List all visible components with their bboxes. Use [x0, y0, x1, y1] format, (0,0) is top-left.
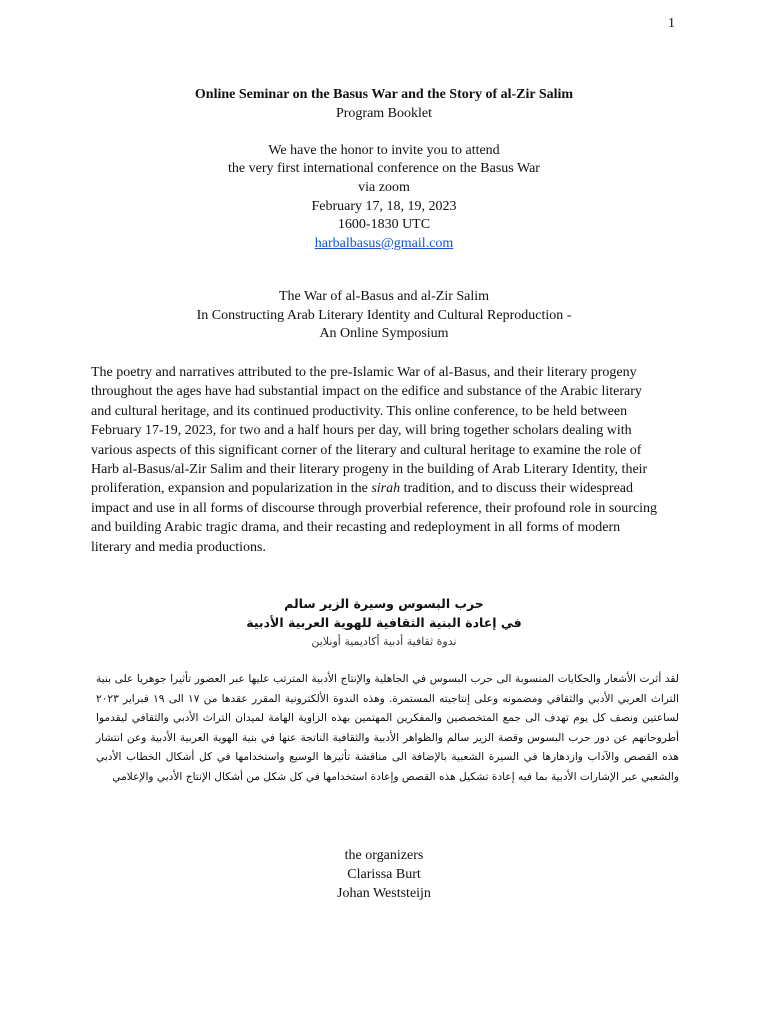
arabic-title-1: حرب البسوس وسيرة الزير سالم [284, 596, 484, 611]
symposium-line-2: In Constructing Arab Literary Identity and Cultural Reproduction - [196, 307, 572, 323]
arabic-title-2: في إعادة البنية الثقافية للهوية العربية الأدبية [246, 615, 522, 630]
contact-email-link[interactable]: harbalbasus@gmail.com [314, 235, 454, 251]
english-description-part-1: The poetry and narratives attributed to the pre-Islamic War of al-Basus, and their literary progeny throughout the ages have had substantial impact on the edifice and substance of the Arabic literary and cultural heritage, and its continued productivity. This online conference, to be held between February 17-19, 2023, for two and a half hours per day, will bring together scholars dealing with various aspects of this significant corner of the literary and cultural heritage to examine the role of Harb al-Basus/al-Zir Salim and their literary progeny in the building of Arab Literary Identity, their proliferation, expansion and popularization in the [91, 365, 648, 497]
invitation-line-1: We have the honor to invite you to attend [268, 142, 500, 158]
organizer-name-2: Johan Weststeijn [337, 886, 431, 901]
header-block [0, 86, 768, 253]
invitation-line-3: via zoom [358, 179, 410, 195]
document-subtitle: Program Booklet [335, 105, 433, 121]
organizers-block [0, 846, 768, 903]
document-title: Online Seminar on the Basus War and the Story of al-Zir Salim [194, 87, 574, 102]
event-dates: February 17, 18, 19, 2023 [311, 198, 457, 214]
arabic-description: لقد أثرت الأشعار والحكايات المنسوبة الى حرب البسوس في الجاهلية والإنتاج الأدبية المترتب عليها عبر العصور تأثيرا جوهريا على بنية التراث العربي الأدبي والثقافي ومضمونه وعلى إنتاجيته المستمرة. وهذه الندوة الألكترونية المقرر عقدها من ١٧ الى ١٩ فبراير ٢٠٢٣ لساعتين ونصف كل يوم تهدف الى جمع المتخصصين والمفكرين المهتمين بهذه الزاوية الهامة لميدان التراث الأدبي والثقافي ليقدموا أطروحاتهم عن دور حرب البسوس وقصة الزير سالم والظواهر الأدبية والثقافية الناتجة عنها في بنية الهوية العربية الأدبية وعن انتشار هذه القصص والآداب وازدهارها في السيرة الشعبية بالإضافة الى مناقشة تأثيرها الوسيع واستخدامها في كل أشكال الخطاب الأدبي والشعبي عبر الإشارات الأدبية بما فيه إعادة تشكيل هذه القصص وإعادة استخدامها في كل شكل من أشكال الإنتاج الأدبي والإعلامي [96, 673, 679, 783]
event-time: 1600-1830 UTC [337, 217, 431, 233]
organizer-name-1: Clarissa Burt [347, 867, 421, 882]
english-description [91, 363, 659, 557]
symposium-line-3: An Online Symposium [319, 326, 449, 342]
organizers-label: the organizers [344, 848, 424, 863]
english-description-italic: sirah [371, 481, 401, 497]
page-number: 1 [668, 16, 675, 31]
symposium-line-1: The War of al-Basus and al-Zir Salim [278, 289, 490, 304]
symposium-block [0, 288, 768, 344]
english-description-part-2: tradition, and to discuss their widespread impact and use in all forms of discourse through proverbial reference, their profound role in sourcing and building Arabic tragic drama, and their recasting and redeployment in all forms of modern literary and media productions. [91, 481, 658, 555]
arabic-subtitle: ندوة ثقافية أدبية أكاديمية أونلاين [311, 635, 457, 648]
invitation-line-2: the very first international conference on the Basus War [228, 161, 540, 177]
arabic-header [0, 594, 768, 651]
